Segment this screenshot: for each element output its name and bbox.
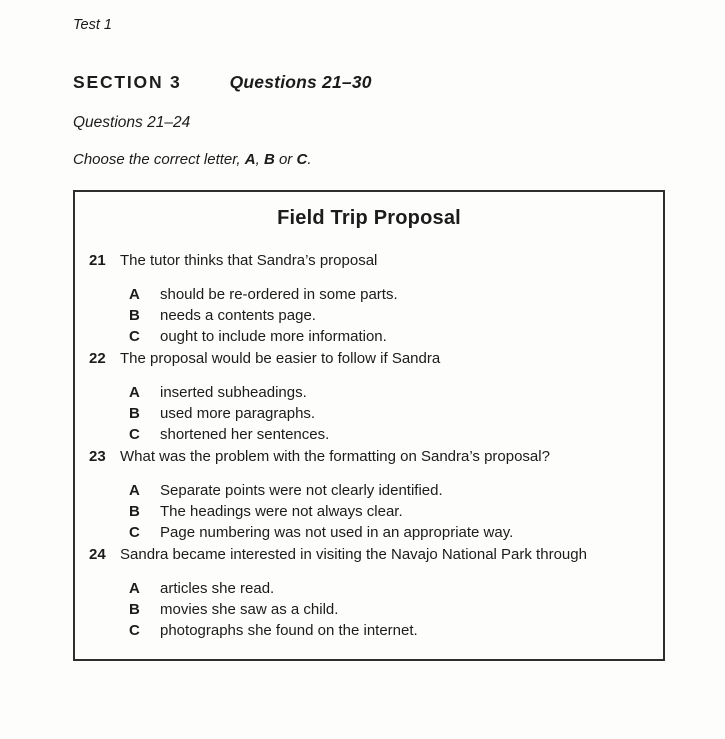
question-row: [89, 545, 649, 565]
options-list: [129, 284, 649, 347]
options-list: [129, 578, 649, 641]
option-row: [129, 424, 649, 445]
instruction-segment: Choose the correct letter,: [73, 151, 245, 168]
option-text: used more paragraphs.: [160, 405, 316, 422]
option-row: [129, 501, 649, 522]
question-block-22: [89, 349, 649, 445]
instruction-segment: .: [307, 151, 312, 168]
option-letter: B: [129, 405, 140, 422]
instruction-segment: or: [274, 151, 297, 168]
question-box: [73, 190, 665, 661]
option-row: [129, 403, 649, 424]
option-text: movies she saw as a child.: [160, 601, 339, 618]
option-text: inserted subheadings.: [160, 384, 307, 401]
option-row: [129, 599, 649, 620]
question-row: [89, 349, 649, 369]
instruction-letter-b: B: [263, 151, 275, 168]
section-questions-range: Questions 21–30: [229, 72, 372, 92]
section-title: SECTION 3: [73, 72, 182, 92]
question-block-21: [89, 251, 649, 347]
option-row: [129, 284, 649, 305]
option-letter: A: [129, 384, 140, 401]
option-row: [129, 382, 649, 403]
question-block-24: [89, 545, 649, 641]
question-text: The tutor thinks that Sandra’s proposal: [120, 252, 378, 269]
option-text: should be re-ordered in some parts.: [160, 286, 398, 303]
instruction-letter-a: A: [244, 151, 256, 168]
question-row: [89, 447, 649, 467]
test-label: Test 1: [73, 17, 112, 33]
box-title: Field Trip Proposal: [277, 207, 461, 229]
option-letter: B: [129, 503, 140, 520]
option-row: [129, 480, 649, 501]
option-text: Page numbering was not used in an appropriate way.: [160, 524, 514, 541]
question-number: 21: [89, 252, 106, 269]
options-list: [129, 480, 649, 543]
question-row: [89, 251, 649, 271]
instruction-segment: ,: [255, 151, 264, 168]
option-text: The headings were not always clear.: [160, 503, 403, 520]
question-text: The proposal would be easier to follow if Sandra: [120, 350, 441, 367]
option-letter: C: [129, 328, 140, 345]
option-text: ought to include more information.: [160, 328, 387, 345]
option-letter: C: [129, 426, 140, 443]
instruction-line: [73, 151, 665, 169]
question-number: 23: [89, 448, 106, 465]
question-number: 22: [89, 350, 106, 367]
option-text: articles she read.: [160, 580, 275, 597]
instruction-letter-c: C: [296, 151, 308, 168]
option-row: [129, 522, 649, 543]
question-number: 24: [89, 546, 106, 563]
question-text: What was the problem with the formatting on Sandra’s proposal?: [120, 448, 550, 465]
option-text: photographs she found on the internet.: [160, 622, 418, 639]
section-heading: [73, 71, 665, 94]
option-row: [129, 305, 649, 326]
option-text: Separate points were not clearly identified.: [160, 482, 443, 499]
option-letter: A: [129, 286, 140, 303]
option-row: [129, 326, 649, 347]
option-text: shortened her sentences.: [160, 426, 330, 443]
option-row: [129, 620, 649, 641]
option-letter: C: [129, 524, 140, 541]
option-letter: B: [129, 307, 140, 324]
questions-subrange: Questions 21–24: [73, 114, 191, 131]
option-letter: A: [129, 482, 140, 499]
question-block-23: [89, 447, 649, 543]
option-letter: B: [129, 601, 140, 618]
option-letter: A: [129, 580, 140, 597]
option-letter: C: [129, 622, 140, 639]
options-list: [129, 382, 649, 445]
option-text: needs a contents page.: [160, 307, 316, 324]
question-text: Sandra became interested in visiting the Navajo National Park through: [120, 546, 587, 563]
option-row: [129, 578, 649, 599]
